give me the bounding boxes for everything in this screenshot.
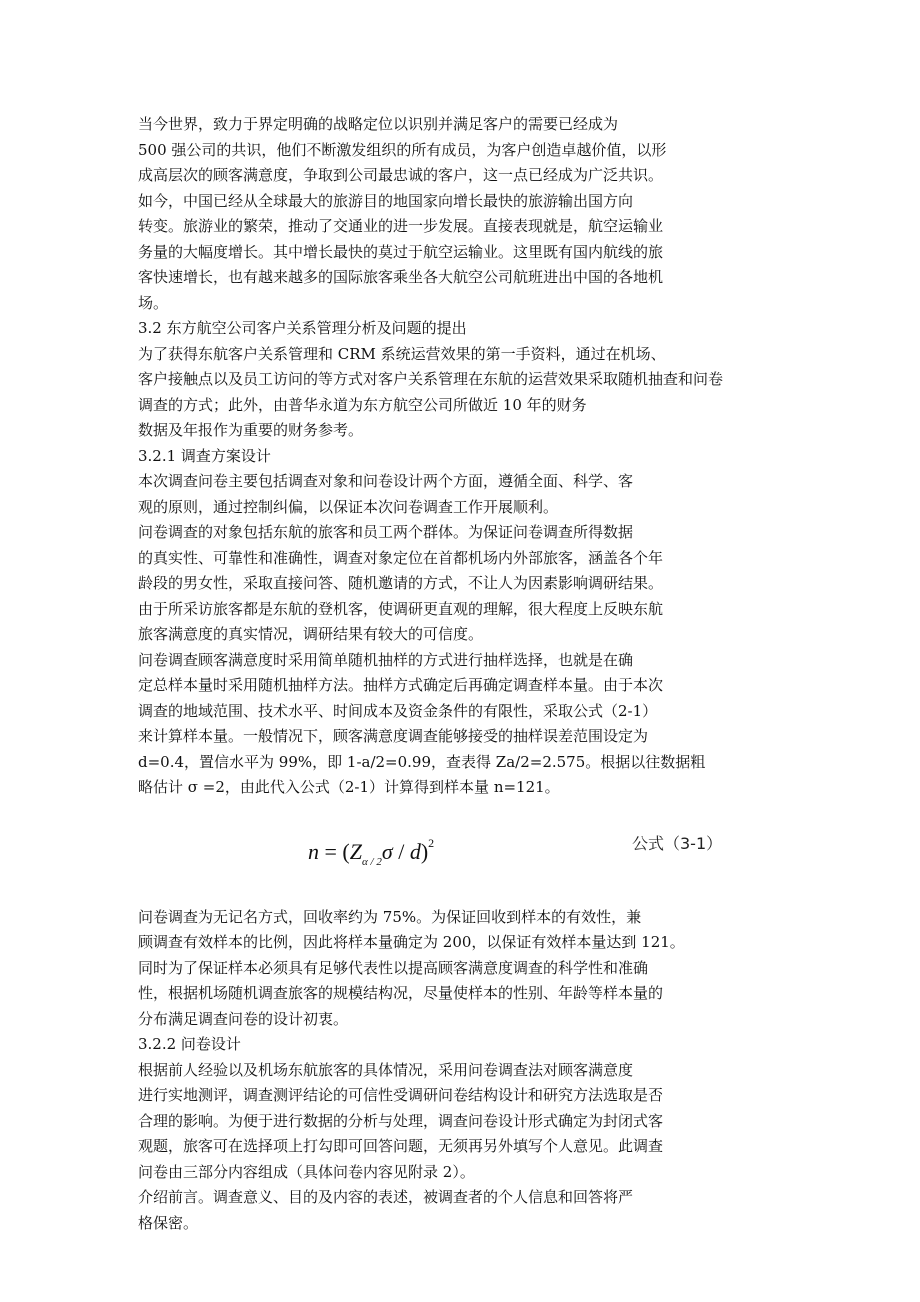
text-line: 观题，旅客可在选择项上打勾即可回答问题，无须再另外填写个人意见。此调查	[138, 1137, 664, 1155]
text-line: 由于所采访旅客都是东航的登机客，使调研更直观的理解，很大程度上反映东航	[138, 599, 664, 618]
text-line: 性，根据机场随机调查旅客的规模结构况，尽量使样本的性别、年龄等样本量的	[138, 984, 664, 1002]
formula-equals: =	[319, 838, 343, 864]
text-line: 同时为了保证样本必须具有足够代表性以提高顾客满意度调查的科学性和准确	[138, 958, 649, 977]
text-line: 客快速增长，也有越来越多的国际旅客乘坐各大航空公司航班进出中国的各地机	[138, 268, 664, 286]
text-line: d=0.4，置信水平为 99%，即 1-a/2=0.99，查表得 Za/2=2.575。根据以往数据粗	[138, 752, 706, 771]
text-line: 场。	[138, 293, 169, 312]
text-line: 当今世界，致力于界定明确的战略定位以识别并满足客户的需要已经成为	[138, 115, 619, 133]
section-heading-3-2-2	[138, 1032, 798, 1058]
formula-d: d	[409, 838, 421, 864]
text-line: 问卷由三部分内容组成（具体问卷内容见附录 2）。	[138, 1162, 475, 1181]
section-heading-3-2	[138, 316, 798, 342]
text-line: 问卷调查顾客满意度时采用简单随机抽样的方式进行抽样选择，也就是在确	[138, 650, 634, 669]
text-line: 500 强公司的共识，他们不断激发组织的所有成员，为客户创造卓越价值，以形	[138, 140, 667, 159]
formula-z: Z	[349, 838, 362, 864]
formula-slash: /	[392, 838, 410, 864]
document-page	[138, 112, 798, 1236]
formula-rparen: )	[420, 838, 429, 864]
heading-text: 3.2.2 问卷设计	[138, 1035, 241, 1053]
text-line: 合理的影响。为便于进行数据的分析与处理，调查问卷设计形式确定为封闭式客	[138, 1111, 664, 1130]
section-heading-3-2-1	[138, 444, 798, 470]
text-line: 调查的方式；此外，由普华永道为东方航空公司所做近 10 年的财务	[138, 395, 587, 414]
formula-sigma: σ	[381, 838, 393, 864]
text-line: 定总样本量时采用随机抽样方法。抽样方式确定后再确定调查样本量。由于本次	[138, 676, 664, 694]
sample-size-formula	[308, 831, 434, 876]
text-line: 问卷调查为无记名方式，回收率约为 75%。为保证回收到样本的有效性，兼	[138, 907, 642, 926]
text-line: 进行实地测评，调查测评结论的可信性受调研问卷结构设计和研究方法选取是否	[138, 1086, 664, 1104]
text-line: 成高层次的顾客满意度，争取到公司最忠诚的客户，这一点已经成为广泛共识。	[138, 166, 664, 184]
intro-paragraph	[138, 112, 798, 316]
heading-text: 3.2.1 调查方案设计	[138, 446, 271, 465]
heading-text: 3.2 东方航空公司客户关系管理分析及问题的提出	[138, 319, 467, 337]
formula-exponent: 2	[428, 835, 435, 850]
formula-block	[138, 809, 798, 899]
formula-subscript: α / 2	[362, 855, 382, 868]
text-line: 格保密。	[138, 1213, 199, 1232]
text-line: 务量的大幅度增长。其中增长最快的莫过于航空运输业。这里既有国内航线的旅	[138, 242, 664, 261]
text-line: 顾调查有效样本的比例，因此将样本量确定为 200，以保证有效样本量达到 121。	[138, 933, 685, 951]
formula-label: 公式（3-1）	[632, 833, 723, 853]
text-line: 介绍前言。调查意义、目的及内容的表述，被调查者的个人信息和回答将严	[138, 1188, 634, 1206]
formula-lparen: (	[342, 838, 350, 864]
text-line: 根据前人经验以及机场东航旅客的具体情况，采用问卷调查法对顾客满意度	[138, 1060, 634, 1079]
text-line: 本次调查问卷主要包括调查对象和问卷设计两个方面，遵循全面、科学、客	[138, 472, 634, 490]
text-line: 旅客满意度的真实情况，调研结果有较大的可信度。	[138, 625, 484, 643]
text-line: 转变。旅游业的繁荣，推动了交通业的进一步发展。直接表现就是，航空运输业	[138, 217, 664, 235]
text-line: 问卷调查的对象包括东航的旅客和员工两个群体。为保证问卷调查所得数据	[138, 523, 634, 541]
text-line: 客户接触点以及员工访问的等方式对客户关系管理在东航的运营效果采取随机抽查和问卷	[138, 370, 724, 388]
section-3-2-2-paragraph	[138, 1058, 798, 1237]
text-line: 略估计 σ =2，由此代入公式（2-1）计算得到样本量 n=121。	[138, 778, 560, 796]
section-3-2-paragraph	[138, 342, 798, 444]
text-line: 的真实性、可靠性和准确性，调查对象定位在首都机场内外部旅客，涵盖各个年	[138, 548, 664, 567]
text-line: 来计算样本量。一般情况下，顾客满意度调查能够接受的抽样误差范围设定为	[138, 727, 649, 745]
text-line: 观的原则，通过控制纠偏，以保证本次问卷调查工作开展顺利。	[138, 497, 559, 516]
text-line: 调查的地域范围、技术水平、时间成本及资金条件的有限性，采取公式（2-1）	[138, 701, 658, 720]
sample-paragraph	[138, 905, 798, 1033]
text-line: 分布满足调查问卷的设计初衷。	[138, 1009, 349, 1028]
section-3-2-1-paragraph	[138, 469, 798, 801]
text-line: 如今，中国已经从全球最大的旅游目的地国家向增长最快的旅游输出国方向	[138, 191, 634, 210]
formula-n: n	[308, 838, 319, 864]
text-line: 龄段的男女性，采取直接问答、随机邀请的方式，不让人为因素影响调研结果。	[138, 574, 664, 592]
text-line: 为了获得东航客户关系管理和 CRM 系统运营效果的第一手资料，通过在机场、	[138, 344, 666, 363]
text-line: 数据及年报作为重要的财务参考。	[138, 421, 364, 439]
